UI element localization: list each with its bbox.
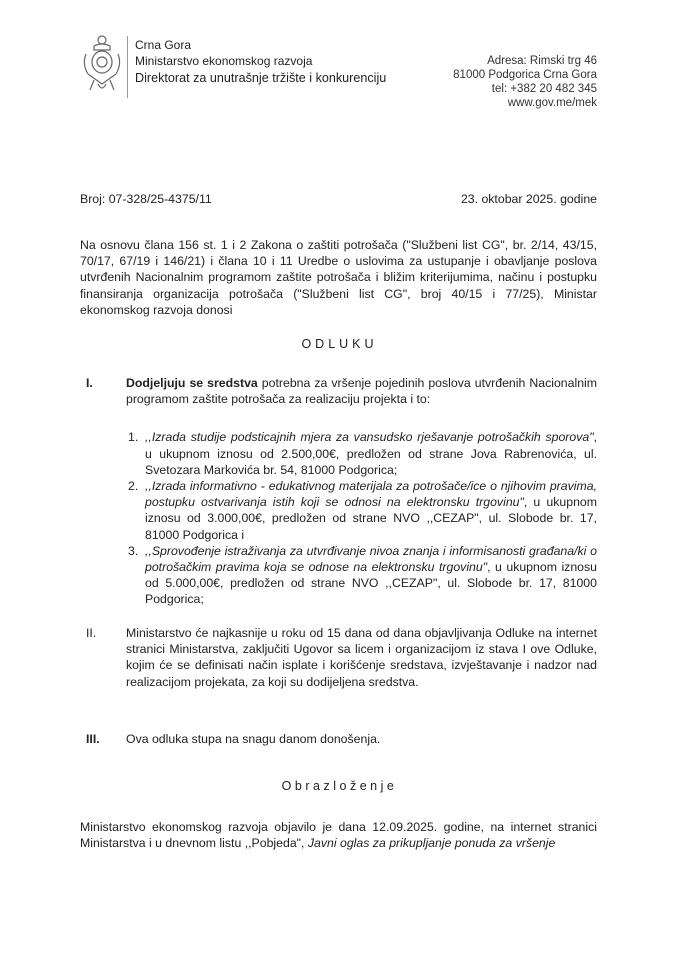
item-title: ,,Izrada informativno - edukativnog materijala za potrošače/ice o njihovim pravima, postupku ostvarivanja istih koji se odnosi na elektronsku trgovinu": [145, 479, 597, 510]
header-divider: [127, 36, 128, 98]
item-details: , u ukupnom iznosu od 5.000,00€, predložen od strane NVO ,,CEZAP", ul. Slobode br. 17, 81000 Podgorica;: [145, 560, 597, 607]
decision-title: ODLUKU: [301, 337, 378, 351]
item-details: , u ukupnom iznosu od 2.500,00€, predložen od strane Jova Rabrenovića, ul. Svetozara Markovića br. 54, 81000 Podgorica;: [145, 430, 597, 477]
reference-number: Broj: 07-328/25-4375/11: [80, 192, 212, 206]
item-title: ,,Sprovođenje istraživanja za utvrđivanje nivoa znanja i informisanosti građana/ki o potrošačkim pravima koja se odnose na elektronsku trgovinu": [145, 543, 597, 575]
address-website: www.gov.me/mek: [507, 97, 597, 109]
item-number: 2.: [128, 479, 139, 494]
list-item: [128, 429, 597, 478]
address-line: Adresa: Rimski trg 46: [487, 55, 597, 67]
header-address: [453, 54, 597, 110]
explanation-text: [80, 819, 597, 851]
section-numeral: I.: [86, 376, 93, 390]
section-numeral: III.: [86, 732, 100, 746]
coat-of-arms-logo: [80, 32, 124, 96]
section-body: Ministarstvo će najkasnije u roku od 15 dana od dana objavljivanja Odluke na internet stranici Ministarstva, zaključiti Ugovor sa licem i organizacijom iz stava I ove Odluke, kojim će se definisati način isplate i korišćenje sredstava, izvještavanje i nadzor nad realizacijom projekata, za koji su dodijeljena sredstva.: [126, 626, 597, 689]
section-1: [80, 375, 597, 608]
section-body: potrebna za vršenje pojedinih poslova utvrđenih Nacionalnim programom zaštite potrošača za realizaciju projekta i to:: [126, 376, 598, 407]
section-2: [80, 625, 597, 690]
project-list: [128, 429, 597, 607]
header-country: Crna Gora: [135, 38, 192, 52]
header-ministry: Ministarstvo ekonomskog razvoja: [135, 54, 313, 68]
explanation-italic: Javni oglas za prikupljanje ponuda za vršenje: [307, 836, 556, 851]
document-date: 23. oktobar 2025. godine: [460, 192, 597, 206]
header-directorate: Direktorat za unutrašnje tržište i konkurenciju: [135, 71, 387, 85]
section-numeral: II.: [86, 626, 97, 640]
list-item: [128, 478, 597, 543]
explanation-body: Ministarstvo ekonomskog razvoja objavilo je dana 12.09.2025. godine, na internet stranici Ministarstva i u dnevnom listu ,,Pobjeda",: [80, 820, 597, 851]
address-phone: tel: +382 20 482 345: [491, 83, 597, 95]
preamble: Na osnovu člana 156 st. 1 i 2 Zakona o zaštiti potrošača ("Službeni list CG", br. 2/14, 43/15, 70/17, 67/19 i 146/21) i člana 10 i 11 Uredbe o uslovima za ustupanje i obavljanje poslova utvrđenih Nacionalnim programom zaštite potrošača i bližim kriterijumima, načinu i postupku finansiranja organizacija potrošača ("Službeni list CG", broj 40/15 i 77/25), Ministar ekonomskog razvoja donosi: [80, 238, 597, 317]
item-number: 1.: [128, 430, 139, 445]
address-city: 81000 Podgorica Crna Gora: [453, 69, 597, 81]
list-item: [128, 543, 597, 608]
item-details: , u ukupnom iznosu od 3.000,00€, predložen od strane NVO ,,CEZAP", ul. Slobode br. 17, 81000 Podgorica i: [145, 495, 597, 542]
explanation-title: Obrazloženje: [281, 779, 398, 793]
item-number: 3.: [128, 543, 139, 558]
item-title: ,,Izrada studije podsticajnih mjera za vansudsko rješavanje potrošačkih sporova": [145, 430, 594, 445]
section-body: Ova odluka stupa na snagu danom donošenja.: [126, 732, 381, 746]
section-text: [126, 375, 597, 407]
section-3: [80, 731, 597, 747]
section-bold-lead: Dodjeljuju se sredstva: [126, 376, 258, 390]
